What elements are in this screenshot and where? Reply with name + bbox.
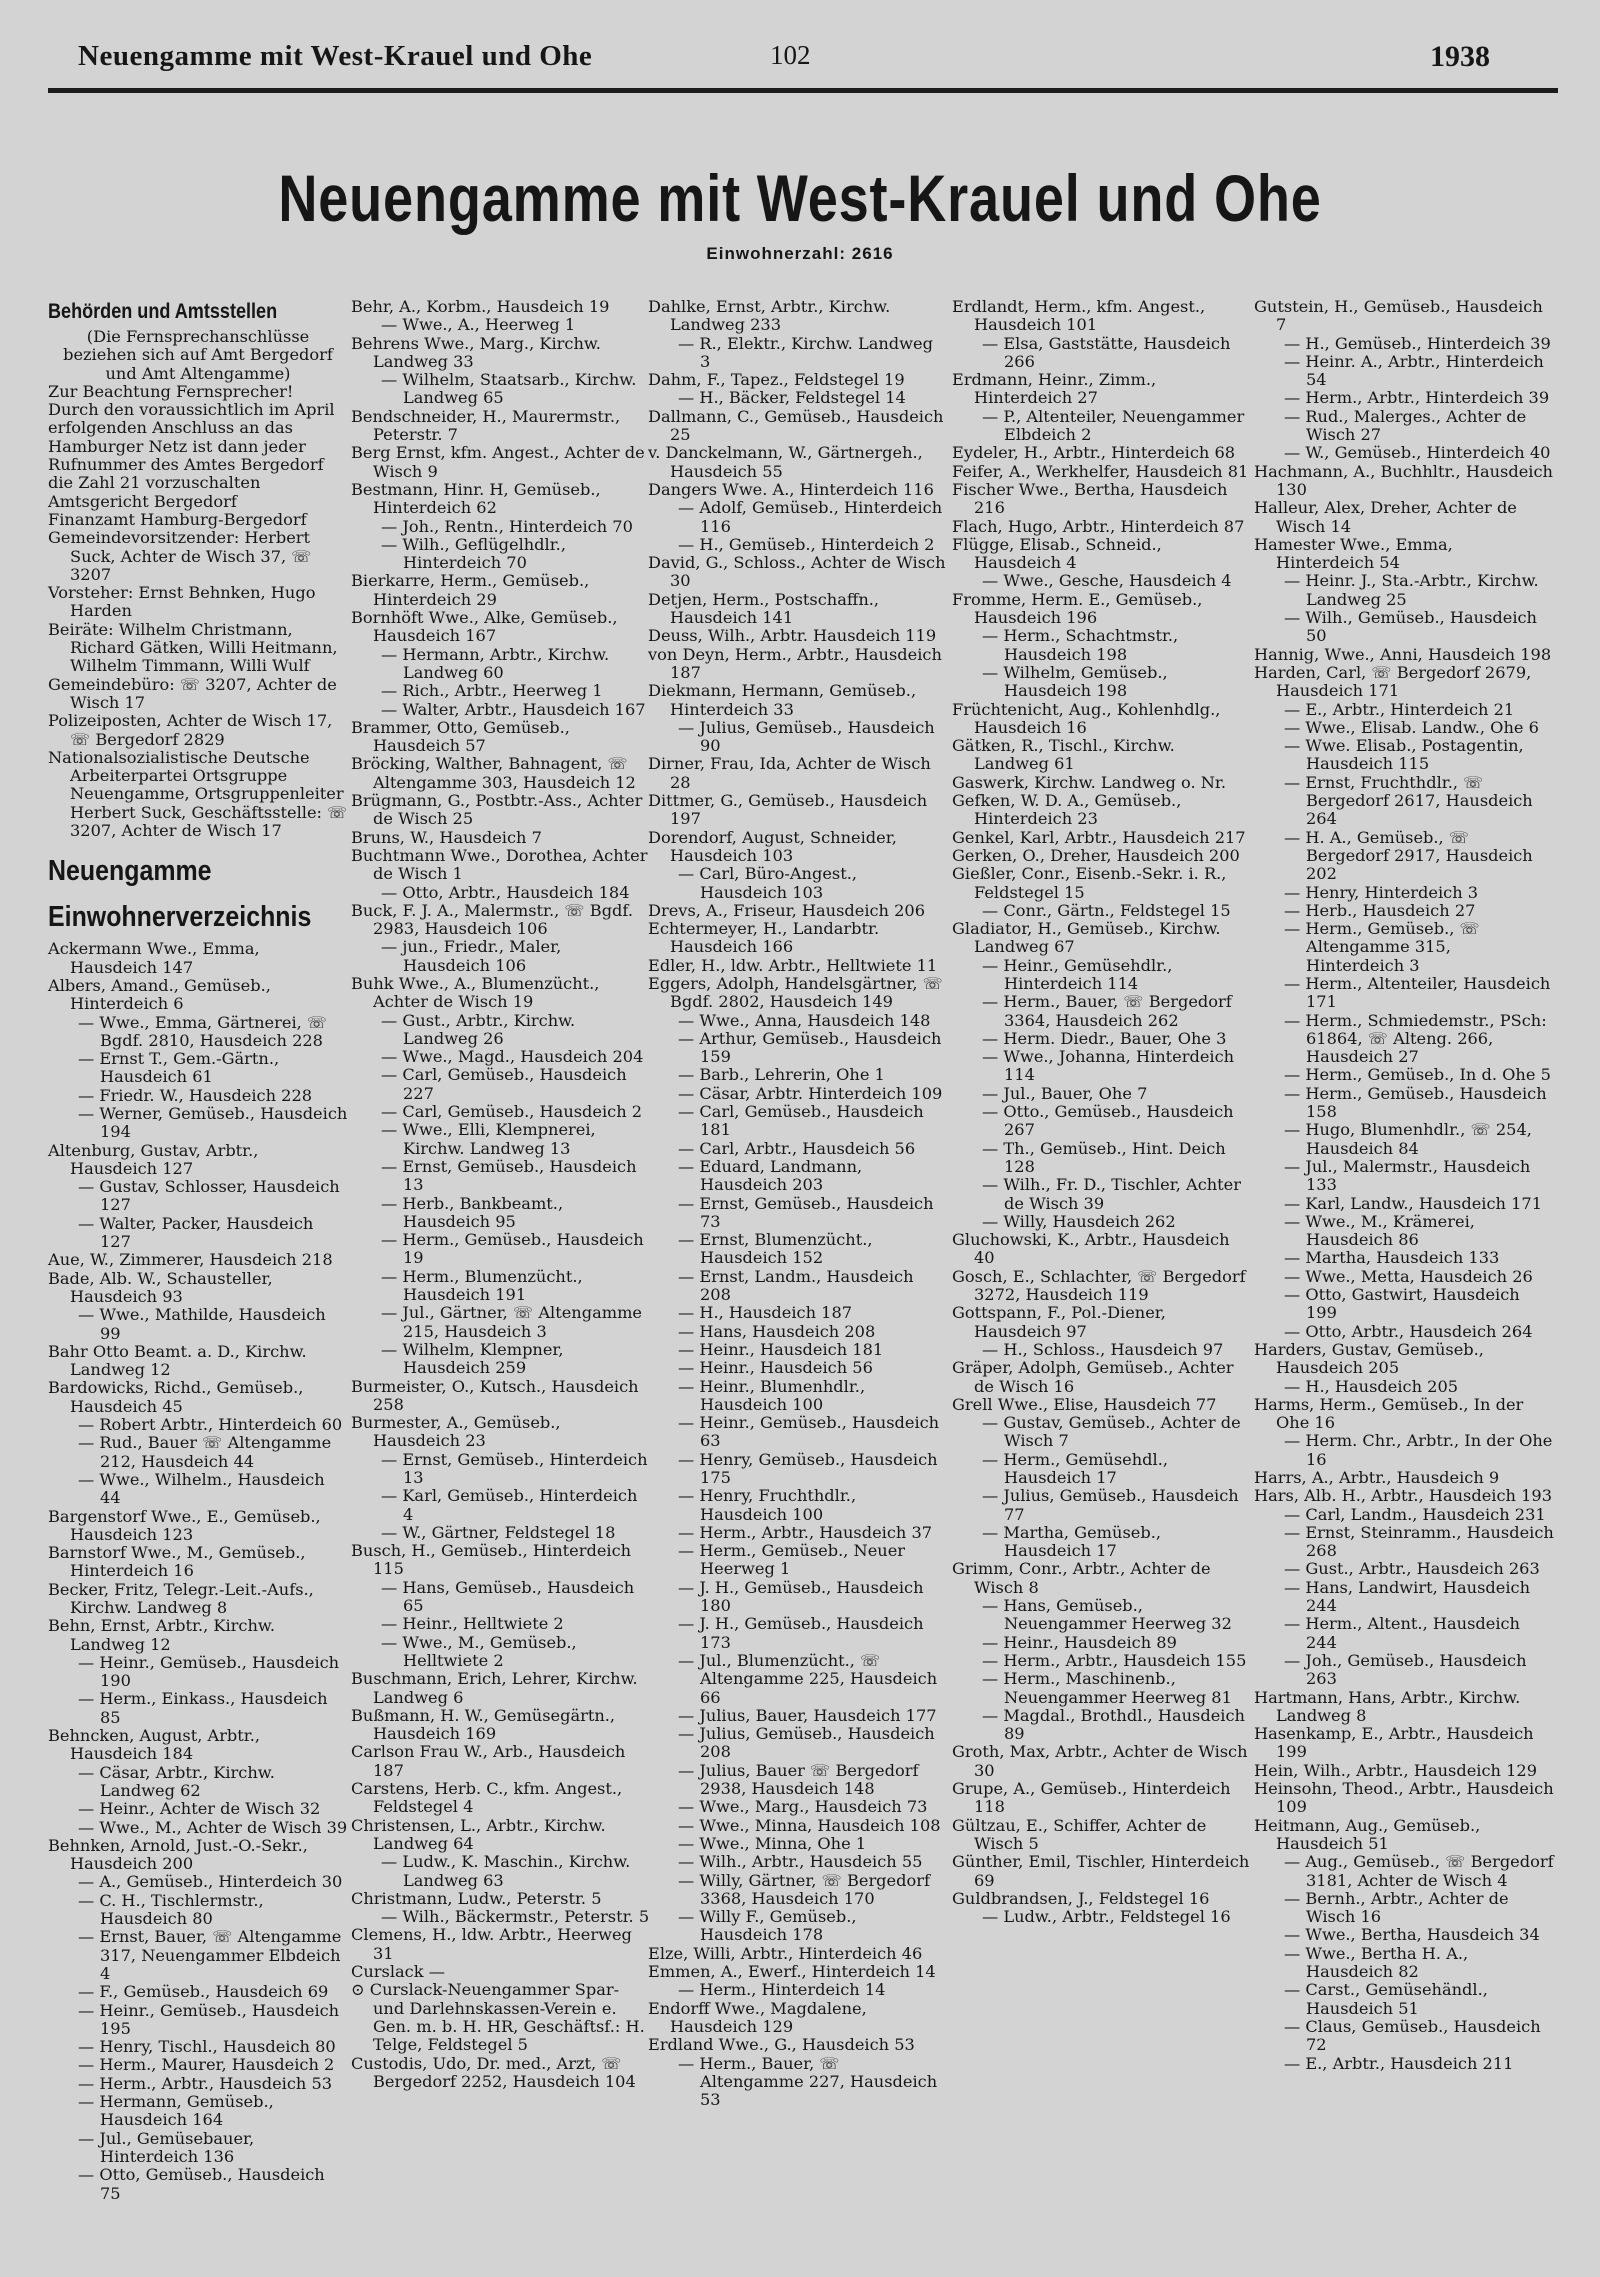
directory-entry: — E., Arbtr., Hinterdeich 21 — [1284, 699, 1515, 719]
directory-entry: — Herm., Arbtr., Hausdeich 53 — [78, 2073, 333, 2093]
directory-entry: — Jul., Gärtner, ☏ Altengamme 215, Hausdeich 3 — [381, 1303, 642, 1341]
directory-entry: Echtermeyer, H., Landarbtr. Hausdeich 166 — [648, 919, 880, 957]
directory-entry: Dangers Wwe. A., Hinterdeich 116 — [648, 479, 934, 499]
directory-entry: — Heinr., Blumenhdlr., Hausdeich 100 — [678, 1376, 866, 1414]
directory-entry: Drevs, A., Friseur, Hausdeich 206 — [648, 900, 926, 920]
directory-entry: Detjen, Herm., Postschaffn., Hausdeich 141 — [648, 589, 880, 628]
directory-entry: — Herm., Maurer, Hausdeich 2 — [78, 2055, 335, 2075]
directory-entry: Aue, W., Zimmerer, Hausdeich 218 — [48, 1250, 333, 1270]
directory-entry: Edler, H., ldw. Arbtr., Helltwiete 11 — [648, 955, 938, 975]
directory-entry: Fischer Wwe., Bertha, Hausdeich 216 — [952, 479, 1228, 518]
directory-entry: Clemens, H., ldw. Arbtr., Heerweg 31 — [351, 1925, 632, 1963]
directory-entry: — Julius, Gemüseb., Hausdeich 77 — [982, 1486, 1239, 1524]
directory-entry: — Otto, Gastwirt, Hausdeich 199 — [1284, 1285, 1520, 1323]
directory-entry: Harden, Carl, ☏ Bergedorf 2679, Hausdeich 171 — [1254, 662, 1532, 701]
directory-entry: — Ernst T., Gem.-Gärtn., Hausdeich 61 — [78, 1049, 280, 1087]
directory-entry: — Herm., Gemüseb., ☏ Altengamme 315, Hinterdeich 3 — [1284, 919, 1480, 975]
directory-entry: — Martha, Hausdeich 133 — [1284, 1248, 1500, 1268]
directory-entry: — Cäsar, Arbtr. Hinterdeich 109 — [678, 1083, 943, 1103]
directory-entry: Flach, Hugo, Arbtr., Hinterdeich 87 — [952, 516, 1245, 536]
directory-entry: Eggers, Adolph, Handelsgärtner, ☏ Bgdf. 2802, Hausdeich 149 — [648, 973, 943, 1012]
directory-entry: Bendschneider, H., Maurermstr., Peterstr. 7 — [351, 406, 621, 445]
directory-entry: Custodis, Udo, Dr. med., Arzt, ☏ Bergedorf 2252, Hausdeich 104 — [351, 2053, 636, 2091]
directory-entry: — Heinr., Gemüseb., Hausdeich 63 — [678, 1413, 940, 1451]
directory-entry: — Barb., Lehrerin, Ohe 1 — [678, 1065, 885, 1085]
directory-entry: — Hermann, Gemüseb., Hausdeich 164 — [78, 2092, 274, 2130]
directory-entry: — Ernst, Fruchthdlr., ☏ Bergedorf 2617, Hausdeich 264 — [1284, 772, 1533, 829]
directory-entry: — Jul., Blumenzücht., ☏ Altengamme 225, Hausdeich 66 — [678, 1650, 938, 1707]
directory-entry: Behnken, Arnold, Just.-O.-Sekr., Hausdeich 200 — [48, 1835, 308, 1874]
directory-entry: — Hans, Landwirt, Hausdeich 244 — [1284, 1577, 1530, 1616]
directory-entry: — Bernh., Arbtr., Achter de Wisch 16 — [1284, 1888, 1509, 1927]
directory-entry: — Wilh., Fr. D., Tischler, Achter de Wisch 39 — [982, 1175, 1242, 1213]
directory-entry: — Carst., Gemüsehändl., Hausdeich 51 — [1284, 1980, 1488, 2018]
directory-entry: Burmester, A., Gemüseb., Hausdeich 23 — [351, 1413, 561, 1451]
authority-entry: Beiräte: Wilhelm Christmann, Richard Gätken, Willi Heitmann, Wilhelm Timmann, Willi Wulf — [48, 619, 338, 676]
directory-entry: — Ernst, Blumenzücht., Hausdeich 152 — [678, 1230, 873, 1268]
authority-entry: Gemeindevorsitzender: Herbert Suck, Achter de Wisch 37, ☏ 3207 — [48, 528, 312, 584]
directory-entry: David, G., Schloss., Achter de Wisch 30 — [648, 553, 946, 591]
directory-entry: — Herm., Bauer, ☏ Altengamme 227, Hausdeich 53 — [678, 2053, 938, 2110]
directory-entry: — H., Schloss., Hausdeich 97 — [982, 1339, 1224, 1359]
directory-entry: — H., Hausdeich 187 — [678, 1303, 853, 1323]
directory-entry: — Wilhelm, Klempner, Hausdeich 259 — [381, 1339, 564, 1378]
directory-entry: — Ludw., Arbtr., Feldstegel 16 — [982, 1907, 1231, 1927]
directory-entry: Albers, Amand., Gemüseb., Hinterdeich 6 — [48, 975, 271, 1014]
directory-entry: — Wwe., Bertha H. A., Hausdeich 82 — [1284, 1943, 1469, 1982]
authorities-list — [48, 328, 348, 840]
directory-entry: — Wilh., Bäckermstr., Peterstr. 5 — [381, 1907, 650, 1927]
directory-entry: — Heinr., Helltwiete 2 — [381, 1614, 564, 1634]
directory-entry: Heinsohn, Theod., Arbtr., Hausdeich 109 — [1254, 1779, 1554, 1817]
directory-entry: — Karl, Gemüseb., Hinterdeich 4 — [381, 1486, 638, 1524]
directory-entry: — Wwe., Metta, Hausdeich 26 — [1284, 1266, 1533, 1286]
population-count: Einwohnerzahl: 2616 — [706, 244, 894, 263]
directory-entry: — Ludw., K. Maschin., Kirchw. Landweg 63 — [381, 1852, 631, 1890]
directory-entry: — Julius, Bauer, Hausdeich 177 — [678, 1705, 937, 1725]
directory-entry: — Jul., Bauer, Ohe 7 — [982, 1083, 1148, 1103]
directory-entry: Gutstein, H., Gemüseb., Hausdeich 7 — [1254, 297, 1543, 335]
directory-entry: — Julius, Bauer ☏ Bergedorf 2938, Hausdeich 148 — [678, 1760, 919, 1799]
directory-entry: Dittmer, G., Gemüseb., Hausdeich 197 — [648, 791, 928, 829]
directory-entry: — Wilhelm, Gemüseb., Hausdeich 198 — [982, 662, 1168, 701]
resident-list-1 — [48, 940, 348, 2202]
directory-entry: — Elsa, Gaststätte, Hausdeich 266 — [982, 333, 1231, 371]
directory-entry: — Herm., Altenteiler, Hausdeich 171 — [1284, 973, 1551, 1012]
directory-entry: — J. H., Gemüseb., Hausdeich 173 — [678, 1614, 924, 1652]
authority-entry: (Die Fernsprechanschlüsse beziehen sich auf Amt Bergedorf und Amt Altengamme) — [63, 327, 333, 383]
directory-entry: Grupe, A., Gemüseb., Hinterdeich 118 — [952, 1779, 1231, 1817]
directory-entry: — Heinr., Hausdeich 181 — [678, 1339, 884, 1359]
running-head: Neuengamme mit West-Krauel und Ohe — [78, 40, 593, 72]
directory-entry: — Herm., Schmiedemstr., PSch: 61864, ☏ Alteng. 266, Hausdeich 27 — [1284, 1010, 1547, 1067]
directory-entry: Buck, F. J. A., Malermstr., ☏ Bgdf. 2983, Hausdeich 106 — [351, 900, 633, 939]
directory-entry: — Herm., Maschinenb., Neuengammer Heerweg 81 — [982, 1669, 1232, 1707]
directory-entry: — Wwe., A., Heerweg 1 — [381, 315, 576, 335]
directory-entry: Endorff Wwe., Magdalene, Hausdeich 129 — [648, 1998, 867, 2036]
directory-entry: — Wwe., Elli, Klempnerei, Kirchw. Landweg 13 — [381, 1120, 596, 1158]
directory-entry: — Herm. Diedr., Bauer, Ohe 3 — [982, 1028, 1227, 1048]
directory-entry: — H., Bäcker, Feldstegel 14 — [678, 388, 906, 408]
directory-entry: Dahm, F., Tapez., Feldstegel 19 — [648, 370, 905, 390]
page-title: Neuengamme mit West-Krauel und Ohe — [278, 161, 1322, 235]
directory-entry: — Ernst, Steinramm., Hausdeich 268 — [1284, 1522, 1554, 1561]
directory-entry: Erdland Wwe., G., Hausdeich 53 — [648, 2035, 915, 2055]
directory-entry: — Henry, Tischl., Hausdeich 80 — [78, 2037, 336, 2057]
directory-entry: Diekmann, Hermann, Gemüseb., Hinterdeich 33 — [648, 681, 917, 719]
directory-entry: — Henry, Fruchthdlr., Hausdeich 100 — [678, 1486, 857, 1524]
directory-entry: — Jul., Malermstr., Hausdeich 133 — [1284, 1156, 1531, 1195]
directory-entry: Buchtmann Wwe., Dorothea, Achter de Wisch 1 — [351, 845, 648, 884]
directory-entry: — Wwe., Marg., Hausdeich 73 — [678, 1797, 928, 1817]
column-3 — [648, 298, 948, 2109]
directory-entry: — Herb., Bankbeamt., Hausdeich 95 — [381, 1193, 564, 1231]
directory-entry: — Wwe., Magd., Hausdeich 204 — [381, 1047, 644, 1067]
authority-entry: Polizeiposten, Achter de Wisch 17, ☏ Bergedorf 2829 — [48, 711, 333, 749]
directory-entry: — Herm., Arbtr., Hausdeich 155 — [982, 1650, 1247, 1670]
directory-entry: — Martha, Gemüseb., Hausdeich 17 — [982, 1522, 1161, 1561]
directory-entry: — Ernst, Gemüseb., Hausdeich 13 — [381, 1156, 637, 1195]
directory-entry: — Wwe., Gesche, Hausdeich 4 — [982, 571, 1232, 591]
directory-entry: — Henry, Hinterdeich 3 — [1284, 882, 1479, 902]
directory-entry: — Herm., Gemüseb., Hausdeich 158 — [1284, 1083, 1547, 1122]
directory-entry: — Herm., Altent., Hausdeich 244 — [1284, 1614, 1520, 1652]
directory-entry: — Karl, Landw., Hausdeich 171 — [1284, 1193, 1542, 1213]
directory-entry: Brügmann, G., Postbtr.-Ass., Achter de Wisch 25 — [351, 791, 643, 829]
directory-entry: — Julius, Gemüseb., Hausdeich 90 — [678, 717, 935, 756]
directory-entry: — Ernst, Bauer, ☏ Altengamme 317, Neuengammer Elbdeich 4 — [78, 1927, 342, 1983]
directory-entry: Behncken, August, Arbtr., Hausdeich 184 — [48, 1726, 261, 1764]
directory-entry: — Friedr. W., Hausdeich 228 — [78, 1085, 313, 1105]
directory-entry: Brammer, Otto, Gemüseb., Hausdeich 57 — [351, 717, 570, 756]
directory-entry: Harms, Herm., Gemüseb., In der Ohe 16 — [1254, 1394, 1524, 1433]
directory-entry: — Adolf, Gemüseb., Hinterdeich 116 — [678, 498, 943, 536]
directory-entry: — Wilh., Geflügelhdlr., Hinterdeich 70 — [381, 534, 566, 573]
directory-entry: — Gustav, Schlosser, Hausdeich 127 — [78, 1177, 340, 1215]
directory-entry: — Otto, Gemüseb., Hausdeich 75 — [78, 2165, 325, 2203]
directory-entry: — Otto., Gemüseb., Hausdeich 267 — [982, 1102, 1234, 1140]
directory-entry: — Herm., Arbtr., Hausdeich 37 — [678, 1522, 933, 1542]
directory-entry: — Wwe., Mathilde, Hausdeich 99 — [78, 1305, 326, 1343]
directory-entry: — Ernst, Landm., Hausdeich 208 — [678, 1266, 914, 1305]
directory-entry: — Hans, Hausdeich 208 — [678, 1321, 876, 1341]
directory-entry: — Claus, Gemüseb., Hausdeich 72 — [1284, 2016, 1541, 2055]
directory-entry: — Eduard, Landmann, Hausdeich 203 — [678, 1156, 863, 1195]
directory-entry: — Heinr., Gemüsehdlr., Hinterdeich 114 — [982, 955, 1173, 993]
directory-entry: — Carl, Gemüseb., Hausdeich 227 — [381, 1065, 627, 1103]
directory-entry: — Herm., Gemüseb., Neuer Heerweg 1 — [678, 1541, 906, 1579]
authority-entry: Zur Beachtung Fernsprecher! Durch den voraussichtlich im April erfolgenden Anschluss an das Hamburger Netz ist dann jeder Rufnummer des Amtes Bergedorf die Zahl 21 vorzuschalten — [48, 381, 335, 493]
directory-entry: Genkel, Karl, Arbtr., Hausdeich 217 — [952, 827, 1246, 847]
directory-entry: Gefken, W. D. A., Gemüseb., Hinterdeich 23 — [952, 791, 1182, 829]
directory-entry: Harrs, A., Arbtr., Hausdeich 9 — [1254, 1468, 1500, 1487]
directory-entry: Barnstorf Wwe., M., Gemüseb., Hinterdeich 16 — [48, 1543, 306, 1581]
column-1 — [48, 298, 348, 2203]
directory-entry: Carstens, Herb. C., kfm. Angest., Feldstegel 4 — [351, 1779, 623, 1817]
directory-entry: — W., Gärtner, Feldstegel 18 — [381, 1522, 616, 1542]
directory-entry: — Rud., Malerges., Achter de Wisch 27 — [1284, 406, 1527, 445]
directory-entry: — Carl, Gemüseb., Hausdeich 2 — [381, 1102, 643, 1122]
directory-entry: von Deyn, Herm., Arbtr., Hausdeich 187 — [648, 644, 942, 682]
directory-entry: Busch, H., Gemüseb., Hinterdeich 115 — [351, 1541, 632, 1579]
directory-entry: Behr, A., Korbm., Hausdeich 19 — [351, 297, 610, 316]
directory-entry: — Wilh., Gemüseb., Hausdeich 50 — [1284, 608, 1537, 646]
directory-entry: Guldbrandsen, J., Feldstegel 16 — [952, 1888, 1210, 1908]
directory-entry: Hars, Alb. H., Arbtr., Hausdeich 193 — [1254, 1486, 1553, 1506]
directory-entry: — C. H., Tischlermstr., Hausdeich 80 — [78, 1890, 264, 1929]
directory-entry: Flügge, Elisab., Schneid., Hausdeich 4 — [952, 534, 1162, 573]
directory-entry: Hachmann, A., Buchhltr., Hausdeich 130 — [1254, 461, 1553, 499]
directory-entry: Elze, Willi, Arbtr., Hinterdeich 46 — [648, 1943, 923, 1963]
year-label: 1938 — [1430, 40, 1490, 73]
directory-entry: — Wwe., M., Achter de Wisch 39 — [78, 1817, 348, 1837]
directory-entry: — Wwe., Bertha, Hausdeich 34 — [1284, 1925, 1540, 1945]
directory-entry: Erdlandt, Herm., kfm. Angest., Hausdeich 101 — [952, 297, 1206, 335]
directory-entry: — Wwe., Wilhelm., Hausdeich 44 — [78, 1469, 325, 1508]
directory-entry: — Heinr., Hausdeich 89 — [982, 1632, 1177, 1652]
directory-entry: — Julius, Gemüseb., Hausdeich 208 — [678, 1724, 935, 1762]
directory-entry: — Magdal., Brothdl., Hausdeich 89 — [982, 1705, 1245, 1744]
directory-entry: Dahlke, Ernst, Arbtr., Kirchw. Landweg 233 — [648, 297, 891, 335]
directory-entry: — Heinr., Achter de Wisch 32 — [78, 1799, 321, 1819]
directory-entry: — Carl, Arbtr., Hausdeich 56 — [678, 1138, 916, 1158]
directory-entry: — H. A., Gemüseb., ☏ Bergedorf 2917, Hausdeich 202 — [1284, 827, 1533, 884]
directory-entry: — R., Elektr., Kirchw. Landweg 3 — [678, 333, 933, 371]
directory-entry: — Herm., Schachtmstr., Hausdeich 198 — [982, 626, 1179, 664]
directory-entry: Deuss, Wilh., Arbtr. Hausdeich 119 — [648, 626, 937, 646]
directory-entry: — Herm., Blumenzücht., Hausdeich 191 — [381, 1266, 583, 1305]
directory-entry: — Wwe., M., Krämerei, Hausdeich 86 — [1284, 1211, 1475, 1250]
directory-entry: Feifer, A., Werkhelfer, Hausdeich 81 — [952, 461, 1249, 481]
directory-entry: — Otto, Arbtr., Hausdeich 184 — [381, 882, 630, 902]
page-header — [0, 0, 1600, 73]
directory-entry: Curslack — — [351, 1962, 445, 1982]
directory-entry: — Hans, Gemüseb., Hausdeich 65 — [381, 1577, 635, 1616]
directory-entry: — J. H., Gemüseb., Hausdeich 180 — [678, 1577, 924, 1616]
directory-entry: — Heinr., Gemüseb., Hausdeich 190 — [78, 1652, 340, 1691]
directory-entry: Hannig, Wwe., Anni, Hausdeich 198 — [1254, 644, 1552, 664]
directory-entry: — Hermann, Arbtr., Kirchw. Landweg 60 — [381, 644, 610, 682]
directory-entry: Hein, Wilh., Arbtr., Hausdeich 129 — [1254, 1760, 1538, 1780]
directory-entry: — Herm., Gemüsehdl., Hausdeich 17 — [982, 1449, 1168, 1487]
directory-entry: — Wwe., Johanna, Hinterdeich 114 — [982, 1047, 1235, 1085]
directory-entry: Buhk Wwe., A., Blumenzücht., Achter de Wisch 19 — [351, 973, 600, 1012]
directory-entry: — Walter, Packer, Hausdeich 127 — [78, 1213, 314, 1252]
directory-entry: — Th., Gemüseb., Hint. Deich 128 — [982, 1138, 1226, 1176]
directory-entry: v. Danckelmann, W., Gärtnergeh., Hausdeich 55 — [648, 443, 923, 481]
page-number: 102 — [770, 40, 811, 70]
directory-entry: Carlson Frau W., Arb., Hausdeich 187 — [351, 1742, 626, 1780]
directory-entry: — Heinr., Gemüseb., Hausdeich 195 — [78, 2000, 340, 2038]
directory-entry: — Carl, Gemüseb., Hausdeich 181 — [678, 1102, 924, 1140]
directory-entry: — H., Gemüseb., Hinterdeich 2 — [678, 534, 935, 554]
directory-entry: Bestmann, Hinr. H, Gemüseb., Hinterdeich 62 — [351, 479, 601, 518]
column-5 — [1254, 298, 1554, 2073]
directory-entry: — H., Gemüseb., Hinterdeich 39 — [1284, 333, 1551, 353]
directory-entry: — Hans, Gemüseb., Neuengammer Heerweg 32 — [982, 1596, 1232, 1634]
directory-entry: Gerken, O., Dreher, Hausdeich 200 — [952, 845, 1240, 865]
column-2 — [351, 298, 651, 2091]
directory-entry: Burmeister, O., Kutsch., Hausdeich 258 — [351, 1376, 639, 1414]
directory-entry: Berg Ernst, kfm. Angest., Achter de Wisch 9 — [351, 443, 645, 481]
column-4 — [952, 298, 1252, 1926]
directory-entry: — Heinr., Hausdeich 56 — [678, 1358, 873, 1378]
directory-entry: — Gust., Arbtr., Hausdeich 263 — [1284, 1559, 1540, 1579]
directory-entry: — Hugo, Blumenhdlr., ☏ 254, Hausdeich 84 — [1284, 1120, 1532, 1158]
directory-entry: Heitmann, Aug., Gemüseb., Hausdeich 51 — [1254, 1815, 1481, 1853]
directory-entry: Harders, Gustav, Gemüseb., Hausdeich 205 — [1254, 1339, 1484, 1378]
section-heading-authorities: Behörden und Amtsstellen — [48, 300, 278, 323]
directory-entry: — H., Hausdeich 205 — [1284, 1376, 1459, 1396]
directory-entry: — Wwe., Minna, Ohe 1 — [678, 1833, 867, 1853]
authority-entry: Vorsteher: Ernst Behnken, Hugo Harden — [48, 583, 316, 621]
directory-entry: — Wwe., Anna, Hausdeich 148 — [678, 1010, 931, 1030]
directory-entry: Früchtenicht, Aug., Kohlenhdlg., Hausdeich 16 — [952, 699, 1221, 737]
authority-entry: Amtsgericht Bergedorf — [48, 491, 237, 511]
directory-entry: — Ernst, Gemüseb., Hinterdeich 13 — [381, 1449, 648, 1487]
directory-entry: — Otto, Arbtr., Hausdeich 264 — [1284, 1321, 1533, 1341]
directory-entry: — Jul., Gemüsebauer, Hinterdeich 136 — [78, 2128, 255, 2166]
authority-entry: Gemeindebüro: ☏ 3207, Achter de Wisch 17 — [48, 674, 337, 712]
directory-entry: Grell Wwe., Elise, Hausdeich 77 — [952, 1394, 1217, 1414]
directory-entry: Eydeler, H., Arbtr., Hinterdeich 68 — [952, 443, 1236, 463]
directory-entry: — Herm., Gemüseb., In d. Ohe 5 — [1284, 1065, 1551, 1085]
directory-entry: Gladiator, H., Gemüseb., Kirchw. Landweg 67 — [952, 919, 1221, 957]
directory-entry: — E., Arbtr., Hausdeich 211 — [1284, 2053, 1514, 2073]
directory-entry: — Joh., Rentn., Hinterdeich 70 — [381, 516, 633, 536]
directory-entry: Altenburg, Gustav, Arbtr., Hausdeich 127 — [48, 1140, 259, 1178]
directory-entry: — Conr., Gärtn., Feldstegel 15 — [982, 900, 1231, 920]
directory-entry: Bruns, W., Hausdeich 7 — [351, 827, 542, 847]
directory-entry: Bargenstorf Wwe., E., Gemüseb., Hausdeich 123 — [48, 1506, 321, 1544]
directory-entry: Dorendorf, August, Schneider, Hausdeich 103 — [648, 827, 897, 865]
directory-entry: — Willy, Hausdeich 262 — [982, 1211, 1176, 1231]
directory-entry: — Wwe. Elisab., Postagentin, Hausdeich 115 — [1284, 736, 1524, 774]
directory-entry: — Herm., Bauer, ☏ Bergedorf 3364, Hausdeich 262 — [982, 992, 1232, 1030]
directory-entry: Dallmann, C., Gemüseb., Hausdeich 25 — [648, 406, 944, 445]
directory-entry: — Herm., Hinterdeich 14 — [678, 1980, 886, 2000]
directory-entry: Dirner, Frau, Ida, Achter de Wisch 28 — [648, 754, 931, 792]
directory-entry: Erdmann, Heinr., Zimm., Hinterdeich 27 — [952, 370, 1157, 408]
directory-entry: Emmen, A., Ewerf., Hinterdeich 14 — [648, 1962, 936, 1982]
directory-entry: Bahr Otto Beamt. a. D., Kirchw. Landweg 12 — [48, 1341, 307, 1380]
directory-entry: — Rich., Arbtr., Heerweg 1 — [381, 681, 603, 701]
directory-entry: Bußmann, H. W., Gemüsegärtn., Hausdeich 169 — [351, 1705, 616, 1744]
directory-entry: — Wwe., Emma, Gärtnerei, ☏ Bgdf. 2810, Hausdeich 228 — [78, 1012, 328, 1050]
directory-entry: Hartmann, Hans, Arbtr., Kirchw. Landweg 8 — [1254, 1687, 1521, 1725]
directory-entry: Bierkarre, Herm., Gemüseb., Hinterdeich 29 — [351, 571, 590, 609]
directory-entry: — Wilhelm, Staatsarb., Kirchw. Landweg 65 — [381, 370, 637, 408]
directory-entry: — Ernst, Gemüseb., Hausdeich 73 — [678, 1193, 934, 1231]
directory-entry: — Carl, Büro-Angest., Hausdeich 103 — [678, 864, 858, 902]
directory-entry: Grimm, Conr., Arbtr., Achter de Wisch 8 — [952, 1559, 1211, 1597]
directory-entry: Günther, Emil, Tischler, Hinterdeich 69 — [952, 1852, 1250, 1890]
directory-entry: Ackermann Wwe., Emma, Hausdeich 147 — [48, 939, 260, 977]
directory-entry: Gießler, Conr., Eisenb.-Sekr. i. R., Feldstegel 15 — [952, 864, 1227, 902]
directory-entry: — Willy F., Gemüseb., Hausdeich 178 — [678, 1907, 857, 1945]
directory-entry: — Gust., Arbtr., Kirchw. Landweg 26 — [381, 1010, 576, 1048]
directory-entry: — Cäsar, Arbtr., Kirchw. Landweg 62 — [78, 1762, 275, 1800]
directory-entry: — Arthur, Gemüseb., Hausdeich 159 — [678, 1028, 942, 1067]
directory-entry: — A., Gemüseb., Hinterdeich 30 — [78, 1872, 343, 1892]
directory-entry: Gätken, R., Tischl., Kirchw. Landweg 61 — [952, 736, 1175, 774]
directory-entry: — Aug., Gemüseb., ☏ Bergedorf 3181, Achter de Wisch 4 — [1284, 1852, 1554, 1890]
directory-entry: — W., Gemüseb., Hinterdeich 40 — [1284, 443, 1551, 463]
directory-entry: Gaswerk, Kirchw. Landweg o. Nr. — [952, 772, 1227, 792]
directory-entry: Groth, Max, Arbtr., Achter de Wisch 30 — [952, 1742, 1248, 1780]
directory-entry: Becker, Fritz, Telegr.-Leit.-Aufs., Kirchw. Landweg 8 — [48, 1579, 314, 1617]
directory-entry: Behrens Wwe., Marg., Kirchw. Landweg 33 — [351, 333, 601, 371]
directory-entry: Halleur, Alex, Dreher, Achter de Wisch 14 — [1254, 498, 1517, 536]
directory-entry: ⊙ Curslack-Neuengammer Spar- und Darlehnskassen-Verein e. Gen. m. b. H. HR, Geschäftsf.: H. Telge, Feldstegel 5 — [351, 1980, 645, 2055]
directory-entry: Bardowicks, Richd., Gemüseb., Hausdeich 45 — [48, 1378, 304, 1416]
directory-entry: — Rud., Bauer ☏ Altengamme 212, Hausdeich 44 — [78, 1433, 332, 1471]
directory-entry: Christmann, Ludw., Peterstr. 5 — [351, 1888, 602, 1908]
directory-entry: — P., Altenteiler, Neuengammer Elbdeich 2 — [982, 406, 1245, 445]
directory-entry: Gluchowski, K., Arbtr., Hausdeich 40 — [952, 1230, 1230, 1268]
section-heading-directory: Einwohnerverzeichnis — [48, 901, 312, 934]
directory-entry: Gottspann, F., Pol.-Diener, Hausdeich 97 — [952, 1303, 1166, 1341]
directory-entry: — Heinr. J., Sta.-Arbtr., Kirchw. Landweg 25 — [1284, 571, 1539, 609]
header-rule — [48, 88, 1558, 93]
directory-entry: — Wwe., Minna, Hausdeich 108 — [678, 1815, 941, 1835]
directory-entry: Fromme, Herm. E., Gemüseb., Hausdeich 196 — [952, 589, 1203, 628]
directory-entry: Hasenkamp, E., Arbtr., Hausdeich 199 — [1254, 1724, 1534, 1762]
directory-entry: Gültzau, E., Schiffer, Achter de Wisch 5 — [952, 1815, 1207, 1853]
directory-entry: — Carl, Landm., Hausdeich 231 — [1284, 1504, 1546, 1524]
directory-entry: Hamester Wwe., Emma, Hinterdeich 54 — [1254, 534, 1453, 573]
directory-entry: — Heinr. A., Arbtr., Hinterdeich 54 — [1284, 351, 1544, 390]
directory-entry: — Herm., Gemüseb., Hausdeich 19 — [381, 1230, 644, 1268]
directory-entry: — Willy, Gärtner, ☏ Bergedorf 3368, Hausdeich 170 — [678, 1870, 930, 1908]
directory-entry: Bade, Alb. W., Schausteller, Hausdeich 93 — [48, 1268, 273, 1306]
directory-entry: Gräper, Adolph, Gemüseb., Achter de Wisch 16 — [952, 1358, 1234, 1396]
authority-entry: Finanzamt Hamburg-Bergedorf — [48, 509, 307, 529]
directory-entry: — Walter, Arbtr., Hausdeich 167 — [381, 699, 646, 719]
directory-entry: — Herm. Chr., Arbtr., In der Ohe 16 — [1284, 1431, 1553, 1469]
directory-entry: — Henry, Gemüseb., Hausdeich 175 — [678, 1449, 938, 1487]
directory-entry: Behn, Ernst, Arbtr., Kirchw. Landweg 12 — [48, 1616, 275, 1654]
directory-entry: Buschmann, Erich, Lehrer, Kirchw. Landweg 6 — [351, 1669, 638, 1707]
section-heading-place: Neuengamme — [48, 855, 212, 888]
directory-entry: — Werner, Gemüseb., Hausdeich 194 — [78, 1103, 348, 1142]
directory-entry: — Wilh., Arbtr., Hausdeich 55 — [678, 1852, 923, 1872]
directory-entry: — F., Gemüseb., Hausdeich 69 — [78, 1982, 329, 2002]
directory-entry: — Wwe., M., Gemüseb., Helltwiete 2 — [381, 1632, 577, 1670]
directory-entry: — Wwe., Elisab. Landw., Ohe 6 — [1284, 717, 1539, 737]
directory-entry: Bröcking, Walther, Bahnagent, ☏ Altengamme 303, Hausdeich 12 — [351, 754, 636, 792]
directory-entry: — Herb., Hausdeich 27 — [1284, 900, 1476, 920]
directory-entry: Christensen, L., Arbtr., Kirchw. Landweg 64 — [351, 1815, 606, 1853]
authority-entry: Nationalsozialistische Deutsche Arbeiterpartei Ortsgruppe Neuengamme, Ortsgruppenleiter Herbert Suck, Geschäftsstelle: ☏ 3207, Achter de Wisch 17 — [48, 747, 348, 841]
directory-entry: Bornhöft Wwe., Alke, Gemüseb., Hausdeich 167 — [351, 608, 618, 646]
directory-entry: — Gustav, Gemüseb., Achter de Wisch 7 — [982, 1413, 1241, 1451]
directory-entry: — jun., Friedr., Maler, Hausdeich 106 — [381, 937, 562, 975]
directory-entry: Gosch, E., Schlachter, ☏ Bergedorf 3272, Hausdeich 119 — [952, 1266, 1246, 1305]
directory-entry: — Joh., Gemüseb., Hausdeich 263 — [1284, 1650, 1527, 1689]
directory-entry: — Herm., Arbtr., Hinterdeich 39 — [1284, 388, 1550, 408]
directory-entry: — Robert Arbtr., Hinterdeich 60 — [78, 1415, 343, 1435]
directory-entry: — Herm., Einkass., Hausdeich 85 — [78, 1689, 328, 1727]
